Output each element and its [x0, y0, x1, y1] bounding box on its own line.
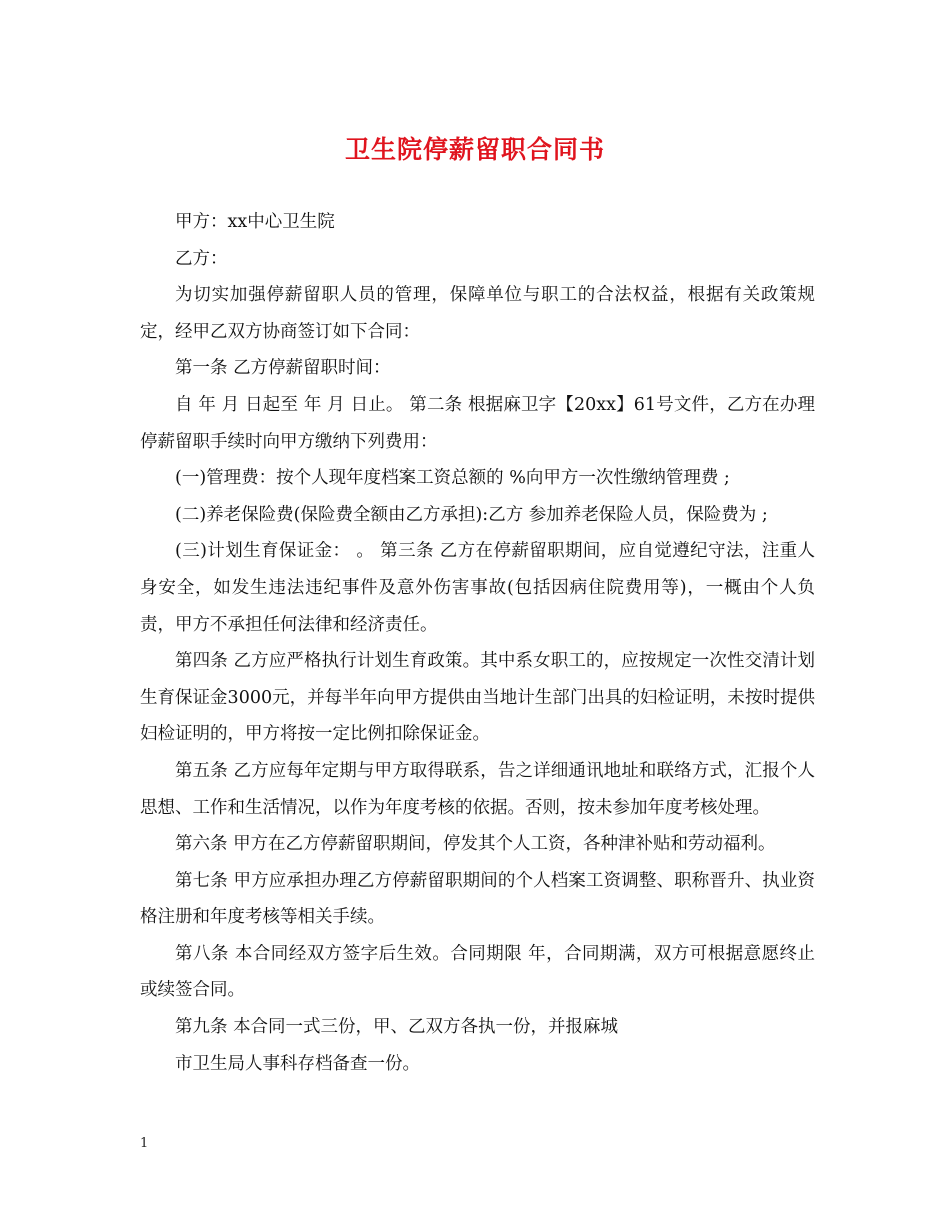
fee-item-family-planning-article-3: (三)计划生育保证金： 。 第三条 乙方在停薪留职期间，应自觉遵纪守法，注重人身安全，如发生违法违纪事件及意外伤害事故(包括因病住院费用等)，一概由个人负责，甲方不承担任何法律和经济责任。 [140, 541, 815, 635]
article-1-2-paragraph: 自 年 月 日起至 年 月 日止。 第二条 根据麻卫字【20xx】61号文件，乙方在办理停薪留职手续时向甲方缴纳下列费用： [140, 394, 815, 452]
article-1-heading: 第一条 乙方停薪留职时间： [175, 358, 391, 379]
document-body [140, 204, 815, 1082]
fee-item-pension: (二)养老保险费(保险费全额由乙方承担):乙方 参加养老保险人员，保险费为 ; [175, 504, 768, 525]
article-7-paragraph: 第七条 甲方应承担办理乙方停薪留职期间的个人档案工资调整、职称晋升、执业资格注册和年度考核等相关手续。 [140, 870, 815, 928]
preamble-paragraph: 为切实加强停薪留职人员的管理，保障单位与职工的合法权益，根据有关政策规定，经甲乙双方协商签订如下合同： [140, 285, 815, 342]
document-title: 卫生院停薪留职合同书 [344, 135, 605, 164]
article-9-paragraph: 第九条 本合同一式三份，甲、乙双方各执一份，并报麻城 [175, 1017, 619, 1038]
article-8-paragraph: 第八条 本合同经双方签字后生效。合同期限 年，合同期满，双方可根据意愿终止或续签合同。 [140, 943, 815, 1001]
article-9-continuation: 市卫生局人事科存档备查一份。 [175, 1053, 420, 1074]
fee-item-management: (一)管理费：按个人现年度档案工资总额的 %向甲方一次性缴纳管理费 ; [175, 468, 730, 489]
article-4-paragraph: 第四条 乙方应严格执行计划生育政策。其中系女职工的，应按规定一次性交清计划生育保证金3000元，并每半年向甲方提供由当地计生部门出具的妇检证明，未按时提供妇检证明的，甲方将按一定比例扣除保证金。 [140, 651, 815, 745]
party-b-line: 乙方： [175, 248, 228, 269]
party-a-line: 甲方：xx中心卫生院 [175, 212, 335, 232]
article-5-paragraph: 第五条 乙方应每年定期与甲方取得联系，告之详细通讯地址和联络方式，汇报个人思想、工作和生活情况，以作为年度考核的依据。否则，按未参加年度考核处理。 [140, 760, 815, 818]
article-6-paragraph: 第六条 甲方在乙方停薪留职期间，停发其个人工资，各种津补贴和劳动福利。 [175, 834, 776, 855]
page-number: 1 [140, 1136, 149, 1151]
